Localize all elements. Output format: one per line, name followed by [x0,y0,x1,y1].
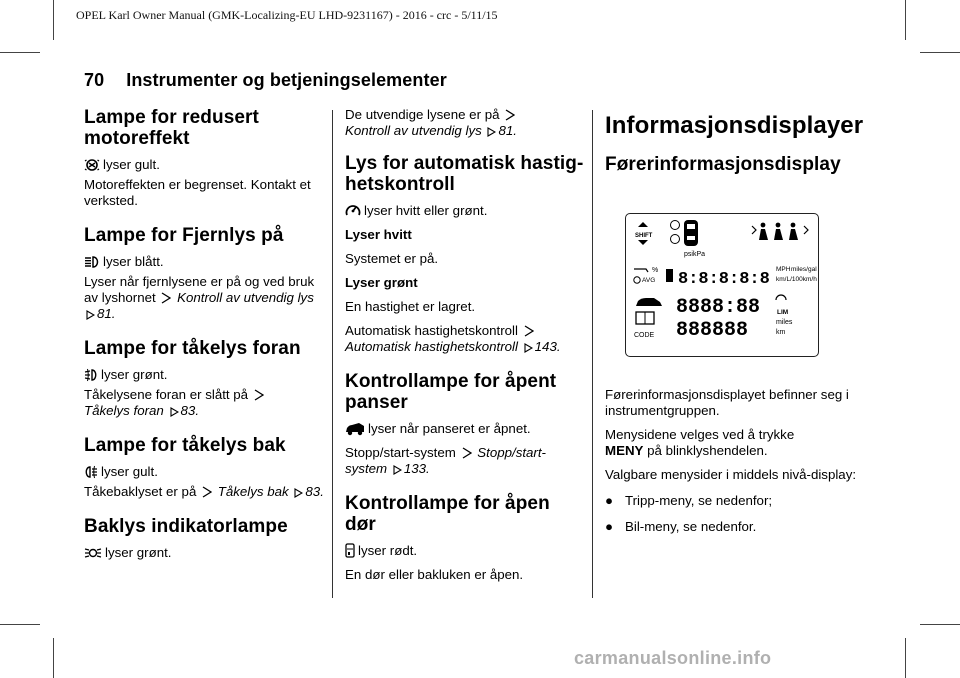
rear-fog-lamp-icon [84,465,98,479]
cruise-control-icon [345,203,361,218]
column-1 [84,107,324,577]
crop-mark [0,52,40,53]
clock-icon [634,277,640,283]
km-label: km [776,329,786,336]
section-text: Menysidene velges ved å trykke MENY på blinklyshendelen. [605,427,795,458]
reference-link[interactable]: Tåkelys foran [84,403,164,418]
section-status: lyser gult. [84,157,324,173]
section-text: De utvendige lysene er på Kontroll av utvendig lys 81. [345,107,517,138]
section-text: Stopp/start-system Stopp/start-system 133. [345,445,546,476]
lim-label: LIM [777,309,789,316]
reference-page[interactable]: 81 [498,123,514,138]
percent-label: % [652,267,659,274]
section-text: En hastighet er lagret. [345,299,476,314]
section-title: Lampe for tåkelys bak [84,435,286,456]
page-ref-icon [487,127,496,137]
miles-per-gal-label: miles/gal [791,266,817,273]
section-text: Førerinformasjonsdisplayet befinner seg i instrumentgruppen. [605,387,849,418]
section-status: lyser grønt. [84,545,324,561]
page-title: Instrumenter og betjeningselementer [126,70,447,90]
label-green: Lyser grønt [345,275,418,290]
menu-keyword: MENY [605,443,644,458]
code-label: CODE [634,332,655,339]
document-meta-header: OPEL Karl Owner Manual (GMK-Localizing-EU LHD-9231167) - 2016 - crc - 5/11/15 [76,8,498,22]
reference-arrow-icon [524,325,534,337]
auto-icon [671,235,680,244]
section-bonnet-open [345,371,585,477]
column-divider [332,110,333,598]
section-text: En dør eller bakluken er åpen. [345,567,524,582]
section-front-fog [84,338,324,419]
chevron-left-icon [752,226,756,234]
page-ref-icon [170,407,179,417]
pressure-unit-label: psikPa [684,251,706,258]
chevron-right-icon [804,226,808,234]
section-text: Systemet er på. [345,251,439,266]
section-cruise-control [345,153,585,355]
mph-label: MPH [776,266,791,273]
fuel-pump-icon [666,269,673,282]
section-rear-fog [84,435,324,500]
reference-link[interactable]: Kontroll av utvendig lys [177,290,314,305]
section-text: Tåkebaklyset er på Tåkelys bak 83. [84,484,324,499]
crop-mark [905,0,906,40]
page-ref-icon [393,465,402,475]
section-status: lyser hvitt eller grønt. [345,203,585,219]
lcd-drawing [626,214,818,356]
bullet-mark: ● [605,493,614,508]
label-white: Lyser hvitt [345,227,412,242]
section-reduced-power [84,107,324,209]
reference-link[interactable]: Stopp/start-system [345,445,546,476]
reference-arrow-icon [505,109,515,121]
section-text: Tåkelysene foran er slått på Tåkelys foran 83. [84,387,324,419]
reference-page[interactable]: 83 [305,484,321,499]
section-side-lights [84,516,324,561]
reference-page[interactable]: 143 [534,339,557,354]
section-text: Automatisk hastighetskontroll Automatisk hastighetskontroll 143. [345,323,561,354]
seatbelt-icons [759,223,798,240]
crop-mark [905,638,906,678]
section-title: Lampe for tåkelys foran [84,338,301,359]
section-status: lyser gult. [84,464,324,480]
reference-arrow-icon [254,389,264,401]
reference-link[interactable]: Kontroll av utvendig lys [345,123,482,138]
list-item: ● Tripp-meny, se nedenfor; [605,493,773,508]
car-top-icon [684,220,698,246]
page-ref-icon [294,488,303,498]
front-fog-lamp-icon [84,368,98,382]
shift-down-icon [638,240,648,245]
km-unit-label: km/L/100km/h [776,276,817,283]
reference-link[interactable]: Tåkelys bak [217,484,289,499]
speed-limiter-icon [776,295,786,300]
column-3 [605,112,864,545]
reduced-power-icon [84,158,100,172]
crop-mark [920,52,960,53]
section-title: Lampe for redusert motoreffekt [84,107,259,149]
segment-display-bottom: 888888 [676,319,749,342]
section-title: Kontrollampe for åpent panser [345,371,557,413]
bonnet-open-icon [345,422,365,436]
shift-up-icon [638,222,648,227]
auto-icon [671,221,680,230]
segment-display-top: 8:8:8:8:8 [678,270,770,289]
crop-mark [53,0,54,40]
page-ref-icon [524,343,533,353]
oil-icon [634,269,648,272]
reference-page[interactable]: 133 [403,461,427,476]
crop-mark [920,624,960,625]
list-item: ● Bil-meny, se nedenfor. [605,519,757,534]
section-title: Kontrollampe for åpen dør [345,493,550,535]
column-divider [592,110,593,598]
shift-label: SHIFT [635,233,653,239]
section-text: Valgbare menysider i middels nivå-display: [605,467,857,482]
car-side-icon [636,298,662,306]
segment-display-mid: 8888:88 [676,296,761,319]
column-2 [345,107,585,599]
section-status: lyser blått. [84,254,324,270]
reference-arrow-icon [462,447,472,459]
section-high-beam [84,225,324,322]
reference-link[interactable]: Automatisk hastighetskontroll [345,339,518,354]
miles-label: miles [776,319,793,326]
section-subtitle: Førerinformasjonsdisplay [605,154,841,175]
page-number: 70 [84,70,105,90]
section-title: Lampe for Fjernlys på [84,225,284,246]
driver-info-display-illustration [625,213,819,357]
crop-mark [53,638,54,678]
section-title-main: Informasjonsdisplayer [605,112,864,139]
section-status: lyser grønt. [84,367,324,383]
section-status: lyser når panseret er åpnet. [345,421,585,437]
section-text: Motoreffekten er begrenset. Kontakt et verksted. [84,177,311,208]
reference-page[interactable]: 81 [97,306,112,321]
reference-page[interactable]: 83 [180,403,196,418]
section-status: lyser rødt. [345,543,585,559]
side-light-icon [84,546,102,560]
reference-arrow-icon [202,486,212,498]
avg-label: AVG [642,277,656,284]
page-ref-icon [86,310,95,320]
watermark: carmanualsonline.info [574,648,772,668]
section-title: Baklys indikatorlampe [84,516,288,537]
crop-mark [0,624,40,625]
reference-arrow-icon [161,292,171,304]
section-title: Lys for automatisk hastig-hetskontroll [345,153,584,195]
high-beam-icon [84,255,100,269]
section-door-open [345,493,585,583]
bullet-mark: ● [605,519,614,534]
door-open-icon [345,543,355,558]
page-heading [84,70,447,91]
section-text: Lyser når fjernlysene er på og ved bruk av lyshornet Kontroll av utvendig lys 81. [84,274,315,321]
